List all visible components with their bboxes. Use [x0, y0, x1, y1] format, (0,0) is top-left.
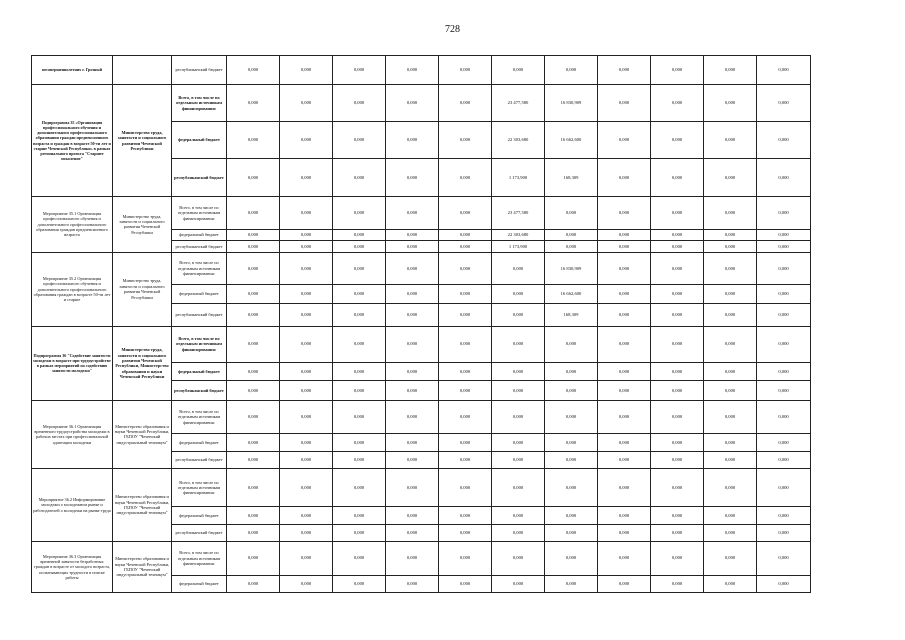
- value-cell: 0,000: [439, 326, 492, 362]
- value-cell: 0,000: [545, 326, 598, 362]
- value-cell: 0,000: [333, 362, 386, 381]
- value-cell: 0,000: [704, 575, 757, 592]
- value-cell: 0,000: [704, 541, 757, 575]
- value-cell: 0,000: [598, 252, 651, 284]
- value-cell: 0,000: [545, 56, 598, 85]
- value-cell: 0,000: [757, 84, 811, 121]
- value-cell: 0,000: [598, 524, 651, 541]
- value-cell: 0,000: [439, 451, 492, 468]
- value-cell: 0,000: [757, 434, 811, 451]
- value-cell: 0,000: [757, 541, 811, 575]
- value-cell: 0,000: [757, 121, 811, 158]
- program-name-cell: Мероприятие 35.1 Организация профессионального обучения и дополнительного профессионального образования граждан предпенсионного возраста: [32, 197, 113, 253]
- value-cell: 0,000: [492, 434, 545, 451]
- value-cell: 0,000: [598, 362, 651, 381]
- value-cell: 0,000: [333, 303, 386, 326]
- value-cell: 0,000: [757, 326, 811, 362]
- budget-table-container: [31, 55, 810, 593]
- value-cell: 0,000: [492, 524, 545, 541]
- funding-source-cell: Всего, в том числе по отдельным источникам финансирования:: [172, 252, 227, 284]
- value-cell: 0,000: [333, 229, 386, 241]
- value-cell: 0,000: [386, 197, 439, 229]
- value-cell: 0,000: [386, 121, 439, 158]
- value-cell: 0,000: [704, 524, 757, 541]
- value-cell: 0,000: [439, 56, 492, 85]
- funding-source-cell: Всего, в том числе по отдельным источникам финансирования:: [172, 541, 227, 575]
- funding-source-cell: 0,000: [280, 434, 333, 451]
- value-cell: 0,000: [492, 400, 545, 434]
- value-cell: 0,000: [492, 303, 545, 326]
- program-name-cell: федеральный бюджет: [172, 507, 227, 524]
- funding-source-cell: республиканский бюджет: [172, 56, 227, 85]
- value-cell: 0,000: [651, 229, 704, 241]
- value-cell: 0,000: [757, 285, 811, 304]
- executor-cell: Министерство образования и науки Чеченской Республики, ГБПОУ "Чеченский индустриальный техникум": [113, 469, 172, 542]
- value-cell: 0,000: [757, 451, 811, 468]
- value-cell: 0,000: [545, 381, 598, 401]
- value-cell: 0,000: [704, 507, 757, 524]
- executor-cell: Министерство образования и науки Чеченской Республики, ГБПОУ "Чеченский индустриальный техникум": [113, 400, 172, 468]
- funding-source-cell: 0,000: [280, 362, 333, 381]
- value-cell: 0,000: [386, 158, 439, 196]
- value-cell: 0,000: [280, 197, 333, 229]
- value-cell: 0,000: [651, 158, 704, 196]
- executor-cell: Министерство образования и науки Чеченской Республики, ГБПОУ "Чеченский индустриальный техникум": [113, 541, 172, 592]
- value-cell: 0,000: [598, 326, 651, 362]
- value-cell: 0,000: [545, 451, 598, 468]
- program-name-cell: республиканский бюджет: [172, 303, 227, 326]
- value-cell: 0,000: [598, 400, 651, 434]
- table-row: [32, 469, 811, 507]
- value-cell: 0,000: [439, 575, 492, 592]
- executor-cell: 0,000: [227, 451, 280, 468]
- program-name-cell: Мероприятие 36.1 Организация временного трудоустройства молодежи в рабочих местах при профессиональной адаптации молодежи: [32, 400, 113, 468]
- value-cell: 0,000: [386, 285, 439, 304]
- value-cell: 0,000: [333, 285, 386, 304]
- value-cell: 0,000: [439, 84, 492, 121]
- value-cell: 0,000: [704, 241, 757, 253]
- value-cell: 0,000: [386, 541, 439, 575]
- value-cell: 0,000: [333, 326, 386, 362]
- value-cell: 0,000: [704, 252, 757, 284]
- value-cell: 0,000: [492, 507, 545, 524]
- value-cell: 0,000: [492, 285, 545, 304]
- value-cell: 0,000: [333, 434, 386, 451]
- value-cell: 0,000: [280, 469, 333, 507]
- program-name-cell: республиканский бюджет: [172, 381, 227, 401]
- value-cell: 0,000: [333, 84, 386, 121]
- funding-source-cell: Всего, в том числе по отдельным источникам финансирования:: [172, 197, 227, 229]
- funding-source-cell: Всего, в том числе по отдельным источникам финансирования:: [172, 326, 227, 362]
- program-name-cell: республиканский бюджет: [172, 524, 227, 541]
- executor-cell: 0,000: [227, 229, 280, 241]
- value-cell: 0,000: [386, 241, 439, 253]
- funding-source-cell: 0,000: [280, 575, 333, 592]
- value-cell: 0,000: [545, 229, 598, 241]
- value-cell: 0,000: [757, 400, 811, 434]
- executor-cell: Министерство труда, занятости и социального развития Чеченской Республики: [113, 84, 172, 196]
- value-cell: 0,000: [439, 121, 492, 158]
- value-cell: 0,000: [545, 362, 598, 381]
- value-cell: 0,000: [704, 400, 757, 434]
- value-cell: 0,000: [439, 507, 492, 524]
- value-cell: 0,000: [386, 381, 439, 401]
- funding-source-cell: 0,000: [280, 229, 333, 241]
- value-cell: 0,000: [598, 469, 651, 507]
- value-cell: 0,000: [439, 229, 492, 241]
- executor-cell: 0,000: [227, 575, 280, 592]
- value-cell: 0,000: [280, 541, 333, 575]
- value-cell: 0,000: [757, 241, 811, 253]
- value-cell: 0,000: [651, 326, 704, 362]
- value-cell: 22 303,680: [492, 121, 545, 158]
- value-cell: 0,000: [386, 303, 439, 326]
- executor-cell: 0,000: [227, 524, 280, 541]
- value-cell: 0,000: [333, 507, 386, 524]
- program-name-cell: федеральный бюджет: [172, 362, 227, 381]
- value-cell: 0,000: [492, 575, 545, 592]
- value-cell: 0,000: [386, 84, 439, 121]
- executor-cell: 0,000: [227, 362, 280, 381]
- value-cell: 22 303,680: [492, 229, 545, 241]
- value-cell: 0,000: [492, 469, 545, 507]
- value-cell: 0,000: [757, 303, 811, 326]
- value-cell: 0,000: [227, 197, 280, 229]
- value-cell: 0,000: [704, 84, 757, 121]
- executor-cell: Министерство труда, занятости и социального развития Чеченской Республики, Министерство образования и науки Чеченской Республики: [113, 326, 172, 400]
- value-cell: 0,000: [333, 469, 386, 507]
- value-cell: 0,000: [333, 121, 386, 158]
- value-cell: 0,000: [704, 326, 757, 362]
- value-cell: 0,000: [651, 252, 704, 284]
- value-cell: 1 173,900: [492, 158, 545, 196]
- table-row: [32, 84, 811, 121]
- value-cell: 0,000: [704, 197, 757, 229]
- value-cell: 0,000: [651, 541, 704, 575]
- value-cell: 0,000: [280, 84, 333, 121]
- value-cell: 0,000: [545, 400, 598, 434]
- value-cell: 0,000: [280, 400, 333, 434]
- program-name-cell: федеральный бюджет: [172, 575, 227, 592]
- value-cell: 0,000: [704, 303, 757, 326]
- value-cell: 0,000: [757, 524, 811, 541]
- value-cell: 0,000: [280, 56, 333, 85]
- value-cell: 0,000: [651, 303, 704, 326]
- value-cell: 0,000: [598, 541, 651, 575]
- value-cell: 0,000: [651, 524, 704, 541]
- value-cell: 0,000: [598, 507, 651, 524]
- value-cell: 0,000: [545, 541, 598, 575]
- value-cell: 0,000: [492, 252, 545, 284]
- funding-source-cell: 0,000: [280, 303, 333, 326]
- value-cell: 0,000: [333, 197, 386, 229]
- executor-cell: Министерство труда, занятости и социального развития Чеченской Республики: [113, 197, 172, 253]
- executor-cell: 0,000: [227, 303, 280, 326]
- value-cell: 0,000: [492, 381, 545, 401]
- value-cell: 16 830,909: [545, 252, 598, 284]
- value-cell: 0,000: [280, 252, 333, 284]
- value-cell: 0,000: [386, 56, 439, 85]
- executor-cell: [113, 56, 172, 85]
- value-cell: 0,000: [757, 56, 811, 85]
- value-cell: 0,000: [757, 575, 811, 592]
- value-cell: 0,000: [333, 451, 386, 468]
- value-cell: 0,000: [386, 469, 439, 507]
- value-cell: 0,000: [280, 326, 333, 362]
- value-cell: 16 662,600: [545, 121, 598, 158]
- value-cell: 0,000: [704, 285, 757, 304]
- value-cell: 0,000: [704, 229, 757, 241]
- value-cell: 0,000: [333, 158, 386, 196]
- value-cell: 0,000: [704, 381, 757, 401]
- value-cell: 0,000: [386, 507, 439, 524]
- executor-cell: 0,000: [227, 121, 280, 158]
- program-name-cell: федеральный бюджет: [172, 285, 227, 304]
- value-cell: 1 173,900: [492, 241, 545, 253]
- table-row: [32, 400, 811, 434]
- executor-cell: 0,000: [227, 434, 280, 451]
- value-cell: 0,000: [598, 121, 651, 158]
- value-cell: 0,000: [227, 541, 280, 575]
- value-cell: 168,309: [545, 303, 598, 326]
- value-cell: 0,000: [704, 469, 757, 507]
- value-cell: 0,000: [651, 507, 704, 524]
- executor-cell: 0,000: [227, 381, 280, 401]
- value-cell: 0,000: [386, 362, 439, 381]
- value-cell: 0,000: [333, 524, 386, 541]
- value-cell: 0,000: [439, 285, 492, 304]
- value-cell: 0,000: [386, 326, 439, 362]
- value-cell: 0,000: [492, 541, 545, 575]
- value-cell: 0,000: [439, 252, 492, 284]
- funding-source-cell: 0,000: [280, 285, 333, 304]
- executor-cell: 0,000: [227, 158, 280, 196]
- funding-source-cell: 0,000: [280, 158, 333, 196]
- value-cell: 0,000: [333, 56, 386, 85]
- value-cell: 0,000: [651, 121, 704, 158]
- value-cell: 0,000: [333, 575, 386, 592]
- value-cell: 0,000: [757, 252, 811, 284]
- value-cell: 0,000: [386, 252, 439, 284]
- program-name-cell: федеральный бюджет: [172, 434, 227, 451]
- value-cell: 0,000: [333, 400, 386, 434]
- value-cell: 0,000: [651, 56, 704, 85]
- value-cell: 0,000: [598, 158, 651, 196]
- value-cell: 0,000: [598, 285, 651, 304]
- program-name-cell: Мероприятие 35.2 Организация профессионального обучения и дополнительного профессионального образования граждан в возрасте 50-ти лет и старше: [32, 252, 113, 326]
- value-cell: 0,000: [227, 84, 280, 121]
- value-cell: 0,000: [227, 326, 280, 362]
- value-cell: 0,000: [227, 56, 280, 85]
- value-cell: 0,000: [704, 451, 757, 468]
- value-cell: 0,000: [651, 285, 704, 304]
- value-cell: 0,000: [439, 541, 492, 575]
- value-cell: 0,000: [598, 56, 651, 85]
- value-cell: 0,000: [598, 451, 651, 468]
- value-cell: 0,000: [333, 252, 386, 284]
- value-cell: 0,000: [545, 575, 598, 592]
- value-cell: 0,000: [704, 434, 757, 451]
- value-cell: 0,000: [757, 381, 811, 401]
- funding-source-cell: Всего, в том числе по отдельным источникам финансирования:: [172, 400, 227, 434]
- value-cell: 168,309: [545, 158, 598, 196]
- table-row: [32, 541, 811, 575]
- value-cell: 0,000: [333, 541, 386, 575]
- value-cell: 0,000: [545, 434, 598, 451]
- value-cell: 23 477,580: [492, 197, 545, 229]
- funding-source-cell: 0,000: [280, 381, 333, 401]
- program-name-cell: Подпрограмма 35 «Организация профессионального обучения и дополнительного профессионального образования граждан предпенсионного возраста и граждан в возрасте 50-ти лет и старше Чеченской Республики» в рамках регионального проекта "Старшее поколение": [32, 84, 113, 196]
- value-cell: 0,000: [598, 303, 651, 326]
- value-cell: 0,000: [492, 451, 545, 468]
- value-cell: 0,000: [757, 362, 811, 381]
- value-cell: 0,000: [333, 381, 386, 401]
- value-cell: 0,000: [651, 400, 704, 434]
- value-cell: 0,000: [651, 575, 704, 592]
- value-cell: 0,000: [333, 241, 386, 253]
- value-cell: 0,000: [651, 197, 704, 229]
- value-cell: 0,000: [757, 158, 811, 196]
- value-cell: 0,000: [651, 381, 704, 401]
- executor-cell: 0,000: [227, 507, 280, 524]
- program-name-cell: Мероприятие 36.3 Организация временной занятости безработных граждан в возрасте от молодого возраста, испытывающих трудности в поиске работы: [32, 541, 113, 592]
- funding-source-cell: 0,000: [280, 241, 333, 253]
- value-cell: 0,000: [545, 241, 598, 253]
- value-cell: 0,000: [598, 229, 651, 241]
- page-number: 728: [445, 24, 460, 35]
- value-cell: 0,000: [439, 524, 492, 541]
- value-cell: 0,000: [227, 469, 280, 507]
- program-name-cell: республиканский бюджет: [172, 241, 227, 253]
- value-cell: 0,000: [386, 524, 439, 541]
- value-cell: 0,000: [386, 229, 439, 241]
- value-cell: 0,000: [439, 241, 492, 253]
- funding-source-cell: 0,000: [280, 121, 333, 158]
- budget-table: [31, 55, 811, 593]
- value-cell: 0,000: [651, 434, 704, 451]
- value-cell: 0,000: [598, 434, 651, 451]
- value-cell: 23 477,580: [492, 84, 545, 121]
- value-cell: 0,000: [439, 158, 492, 196]
- value-cell: 0,000: [439, 303, 492, 326]
- value-cell: 0,000: [598, 381, 651, 401]
- value-cell: 0,000: [439, 362, 492, 381]
- value-cell: 0,000: [757, 229, 811, 241]
- value-cell: 0,000: [704, 362, 757, 381]
- table-row: [32, 326, 811, 362]
- program-name-cell: федеральный бюджет: [172, 121, 227, 158]
- value-cell: 0,000: [598, 575, 651, 592]
- value-cell: 0,000: [651, 362, 704, 381]
- program-name-cell: Подпрограмма 36 "Содействие занятости молодежи в возрасте при трудоустройстве в рамках мероприятий по содействию занятости молодежи": [32, 326, 113, 400]
- executor-cell: Министерство труда, занятости и социального развития Чеченской Республики: [113, 252, 172, 326]
- value-cell: 0,000: [227, 400, 280, 434]
- value-cell: 0,000: [598, 197, 651, 229]
- program-name-cell: республиканский бюджет: [172, 158, 227, 196]
- value-cell: 0,000: [757, 469, 811, 507]
- funding-source-cell: 0,000: [280, 507, 333, 524]
- table-body: [32, 56, 811, 593]
- value-cell: 0,000: [492, 362, 545, 381]
- value-cell: 0,000: [439, 400, 492, 434]
- table-row: [32, 252, 811, 284]
- program-name-cell: республиканский бюджет: [172, 451, 227, 468]
- funding-source-cell: 0,000: [280, 451, 333, 468]
- table-row: [32, 56, 811, 85]
- value-cell: 0,000: [651, 451, 704, 468]
- value-cell: 0,000: [704, 56, 757, 85]
- program-name-cell: Мероприятие 36.2 Информирование молодежи о молодежном рынке и работодателей о молодежи на рынке труда: [32, 469, 113, 542]
- executor-cell: 0,000: [227, 285, 280, 304]
- value-cell: 0,000: [545, 197, 598, 229]
- value-cell: 0,000: [439, 381, 492, 401]
- table-row: [32, 197, 811, 229]
- value-cell: 0,000: [492, 56, 545, 85]
- value-cell: 0,000: [386, 434, 439, 451]
- funding-source-cell: 0,000: [280, 524, 333, 541]
- value-cell: 0,000: [545, 507, 598, 524]
- funding-source-cell: Всего, в том числе по отдельным источникам финансирования:: [172, 84, 227, 121]
- value-cell: 16 830,909: [545, 84, 598, 121]
- program-name-cell: федеральный бюджет: [172, 229, 227, 241]
- value-cell: 0,000: [545, 524, 598, 541]
- value-cell: 0,000: [439, 197, 492, 229]
- value-cell: 0,000: [651, 241, 704, 253]
- value-cell: 16 662,600: [545, 285, 598, 304]
- value-cell: 0,000: [651, 84, 704, 121]
- value-cell: 0,000: [386, 451, 439, 468]
- value-cell: 0,000: [545, 469, 598, 507]
- value-cell: 0,000: [757, 507, 811, 524]
- value-cell: 0,000: [704, 158, 757, 196]
- executor-cell: 0,000: [227, 241, 280, 253]
- value-cell: 0,000: [598, 84, 651, 121]
- value-cell: 0,000: [439, 469, 492, 507]
- value-cell: 0,000: [386, 400, 439, 434]
- funding-source-cell: Всего, в том числе по отдельным источникам финансирования:: [172, 469, 227, 507]
- value-cell: 0,000: [439, 434, 492, 451]
- value-cell: 0,000: [492, 326, 545, 362]
- value-cell: 0,000: [598, 241, 651, 253]
- value-cell: 0,000: [704, 121, 757, 158]
- value-cell: 0,000: [227, 252, 280, 284]
- value-cell: 0,000: [651, 469, 704, 507]
- program-name-cell: несовершеннолетних г. Грозный: [32, 56, 113, 85]
- value-cell: 0,000: [757, 197, 811, 229]
- value-cell: 0,000: [386, 575, 439, 592]
